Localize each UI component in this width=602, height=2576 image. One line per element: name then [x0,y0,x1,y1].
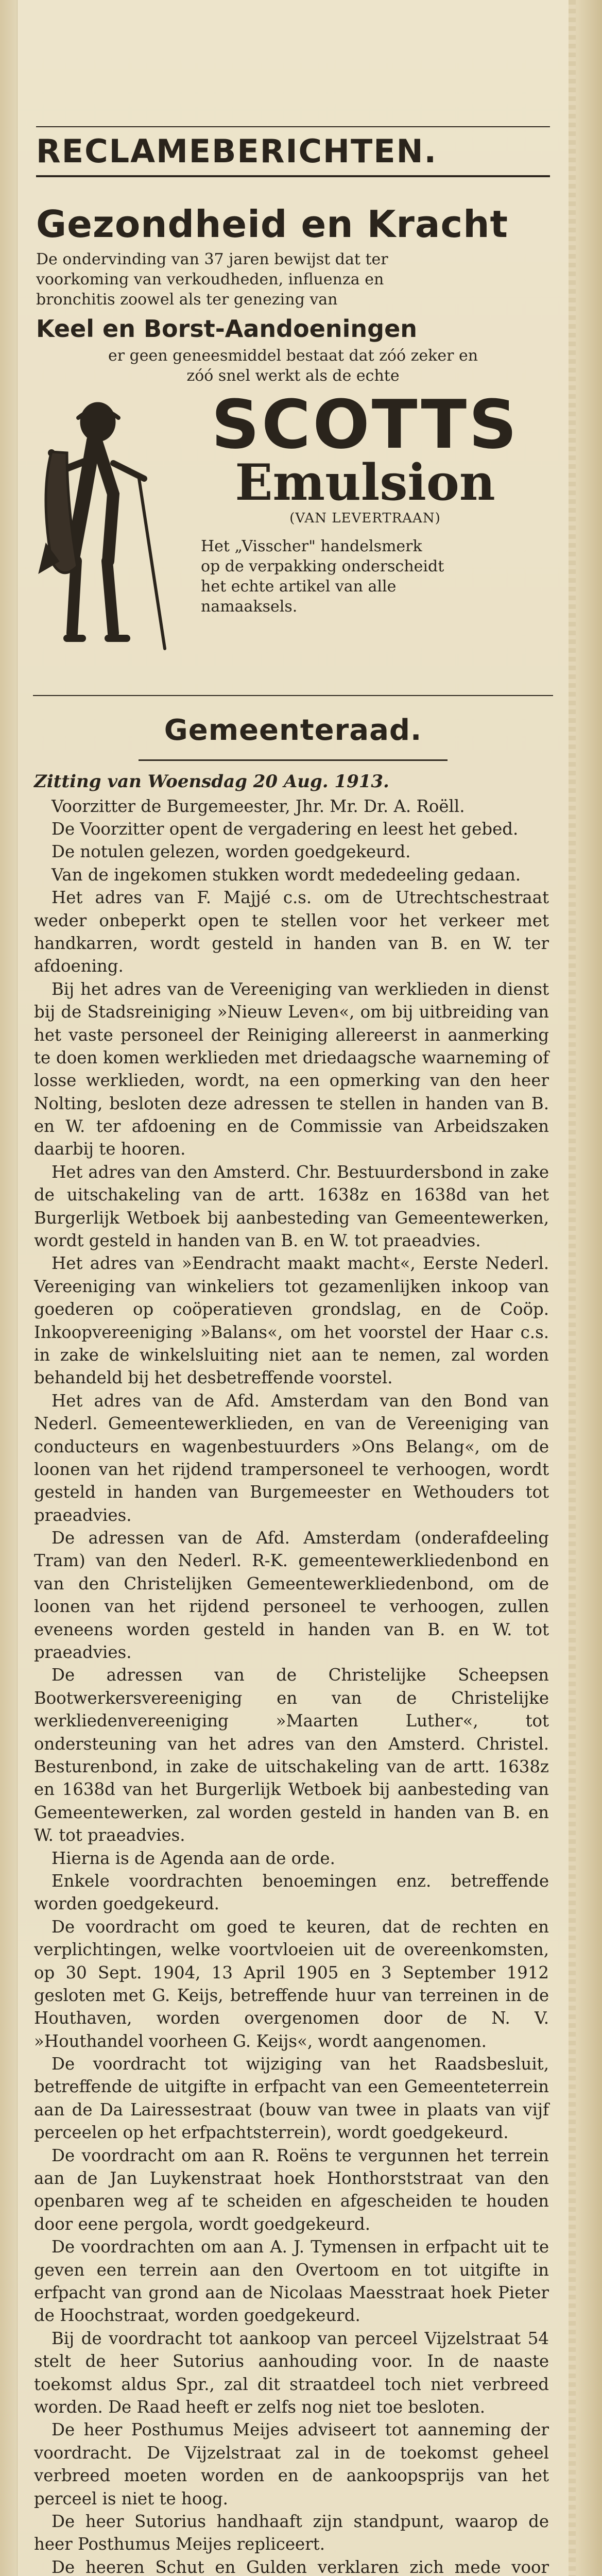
product-subtitle: (VAN LEVERTRAAN) [289,510,441,526]
trademark-line: namaaksels. [201,597,298,616]
product-name: Emulsion [235,453,495,512]
article-paragraph: De voordracht om aan R. Roëns te vergunnen het terrein aan de Jan Luykenstraat hoek Honthorststraat van den openbaren weg af te scheiden en afgescheiden te houden door eene pergola, wordt goedgekeurd. [34,2145,549,2234]
ad-intro-line: De ondervinding van 37 jaren bewijst dat ter [36,250,388,268]
article-paragraph: Bij de voordracht tot aankoop van perceel Vijzelstraat 54 stelt de heer Sutorius aanhouding voor. In de naaste toekomst aldus Spr., zal dit straatdeel toch niet verbreed worden. De Raad heeft er zelfs nog niet toe besloten. [34,2328,549,2417]
ad-body-line: zóó snel werkt als de echte [186,366,400,385]
article-paragraph: Het adres van de Afd. Amsterdam van den Bond van Nederl. Gemeentewerklieden, en van de Vereeniging van conducteurs en wagenbestuurders »Ons Belang«, om de loonen van het rijdend trampersoneel te verhoogen, wordt gesteld in handen van Burgemeester en Wethouders tot praeadvies. [34,1391,549,1525]
article-paragraph: De voordrachten om aan A. J. Tymensen in erfpacht uit te geven een terrein aan den Overtoom en tot uitgifte in erfpacht van grond aan de Nicolaas Maesstraat hoek Pieter de Hoochstraat, worden goedgekeurd. [34,2237,549,2326]
article-paragraph: Bij het adres van de Vereeniging van werklieden in dienst bij de Stadsreiniging »Nieuw Leven«, om bij uitbreiding van het vaste personeel der Reiniging allereerst in aanmerking te doen komen werklieden met driedaagsche waarneming of losse werklieden, wordt, na een opmerking van den heer Nolting, besloten deze adressen te stellen in handen van B. en W. ter afdoening en de Commissie van Arbeidszaken daarbij te hooren. [34,979,549,1159]
section-title-gemeenteraad: Gemeenteraad. [164,713,422,747]
article-paragraph: De adressen van de Christelijke Scheepsen Bootwerkersvereeniging en van de Christelijke werkliedenvereeniging »Maarten Luther«, tot ondersteuning van het adres van den Amsterd. Christel. Besturenbond, in zake de uitschakeling van de artt. 1638z en 1638d van het Burgerlijk Wetboek bij aanbesteding van Gemeentewerken, zal worden gesteld in handen van B. en W. tot praeadvies. [34,1665,549,1845]
ad-body-line: er geen geneesmiddel bestaat dat zóó zeker en [108,346,478,365]
article-paragraph: Het adres van den Amsterd. Chr. Bestuurdersbond in zake de uitschakeling van de artt. 1638z en 1638d van het Burgerlijk Wetboek bij aanbesteding van Gemeentewerken, wordt gesteld in handen van B. en W. tot praeadvies. [34,1162,549,1251]
ad-intro-line: voorkoming van verkoudheden, influenza en [36,270,384,289]
scotts-emulsion-advertisement [31,199,555,680]
ad-headline: Gezondheid en Kracht [36,202,508,246]
advert-bottom-rule [33,695,553,696]
article-paragraph: Voorzitter de Burgemeester, Jhr. Mr. Dr. A. Roëll. [51,796,465,816]
article-paragraph: De voordracht om goed te keuren, dat de rechten en verplichtingen, welke voortvloeien uit de overeenkomsten, op 30 Sept. 1904, 13 April 1905 en 3 September 1912 gesloten met G. Keijs, betreffende huur van terreinen in de Houthaven, worden overgenomen door de N. V. »Houthandel voorheen G. Keijs«, wordt aangenomen. [34,1917,549,2051]
masthead-title: RECLAMEBERICHTEN. [36,132,438,170]
fisherman-trademark-illustration [36,391,170,659]
article-paragraph: Enkele voordrachten benoemingen enz. betreffende worden goedgekeurd. [34,1871,549,1914]
newspaper-clipping [18,0,569,2576]
ad-product-block [36,385,550,659]
article-paragraph: De voordracht tot wijziging van het Raadsbesluit, betreffende de uitgifte in erfpacht van een Gemeenteterrein aan de Da Lairessestraat (bouw van twee in plaats van vijf perceelen op het erfpachtsterrein), wordt goedgekeurd. [34,2054,549,2143]
article-paragraph: Het adres van F. Majjé c.s. om de Utrechtschestraat weder onbeperkt open te stellen voor het verkeer met handkarren, wordt gesteld in handen van B. en W. ter afdoening. [34,888,549,976]
article-paragraph: De Voorzitter opent de vergadering en leest het gebed. [51,819,519,839]
article-paragraph: De heeren Schut en Gulden verklaren zich mede voor [51,2557,549,2576]
article-paragraphs [34,795,549,2576]
masthead [18,0,569,189]
ad-subhead: Keel en Borst-Aandoeningen [36,314,418,343]
article-paragraph: Hierna is de Agenda aan de orde. [51,1848,335,1868]
trademark-line: Het „Visscher" handelsmerk [201,537,422,555]
brand-name: SCOTTS [211,385,519,464]
article-paragraph: De heer Sutorius handhaaft zijn standpunt, waarop de heer Posthumus Meijes repliceert. [34,2511,549,2554]
session-dateline: Zitting van Woensdag 20 Aug. 1913. [34,771,389,792]
ad-intro-line: bronchitis zoowel als ter genezing van [36,290,338,309]
section-title-underline [139,759,448,761]
gemeenteraad-article [18,771,569,2576]
article-paragraph: De heer Posthumus Meijes adviseert tot aanneming der voordracht. De Vijzelstraat zal in de toekomst geheel verbreed moeten worden en de aankoopsprijs van het perceel is niet te hoog. [34,2420,549,2509]
article-paragraph: Het adres van »Eendracht maakt macht«, Eerste Nederl. Vereeniging van winkeliers tot gezamenlijken inkoop van goederen op coöperatieven grondslag, en de Coöp. Inkoopvereeniging »Balans«, om het voorstel der Haar c.s. in zake de winkelsluiting niet aan te nemen, zal worden behandeld bij het desbetreffende voorstel. [34,1253,549,1388]
trademark-line: het echte artikel van alle [201,577,397,596]
article-paragraph: De notulen gelezen, worden goedgekeurd. [51,842,411,862]
trademark-line: op de verpakking onderscheidt [201,557,444,575]
masthead-top-rule [36,126,550,127]
ad-brand-column [180,385,550,659]
masthead-bottom-rule [36,175,550,177]
article-paragraph: Van de ingekomen stukken wordt mededeeling gedaan. [51,865,521,885]
article-paragraph: De adressen van de Afd. Amsterdam (onderafdeeling Tram) van den Nederl. R-K. gemeentewerkliedenbond en van den Christelijken Gemeentewerkliedenbond, om de loonen van het rijdend personeel te verhoogen, zullen eveneens worden gesteld in handen van B. en W. tot praeadvies. [34,1528,549,1663]
